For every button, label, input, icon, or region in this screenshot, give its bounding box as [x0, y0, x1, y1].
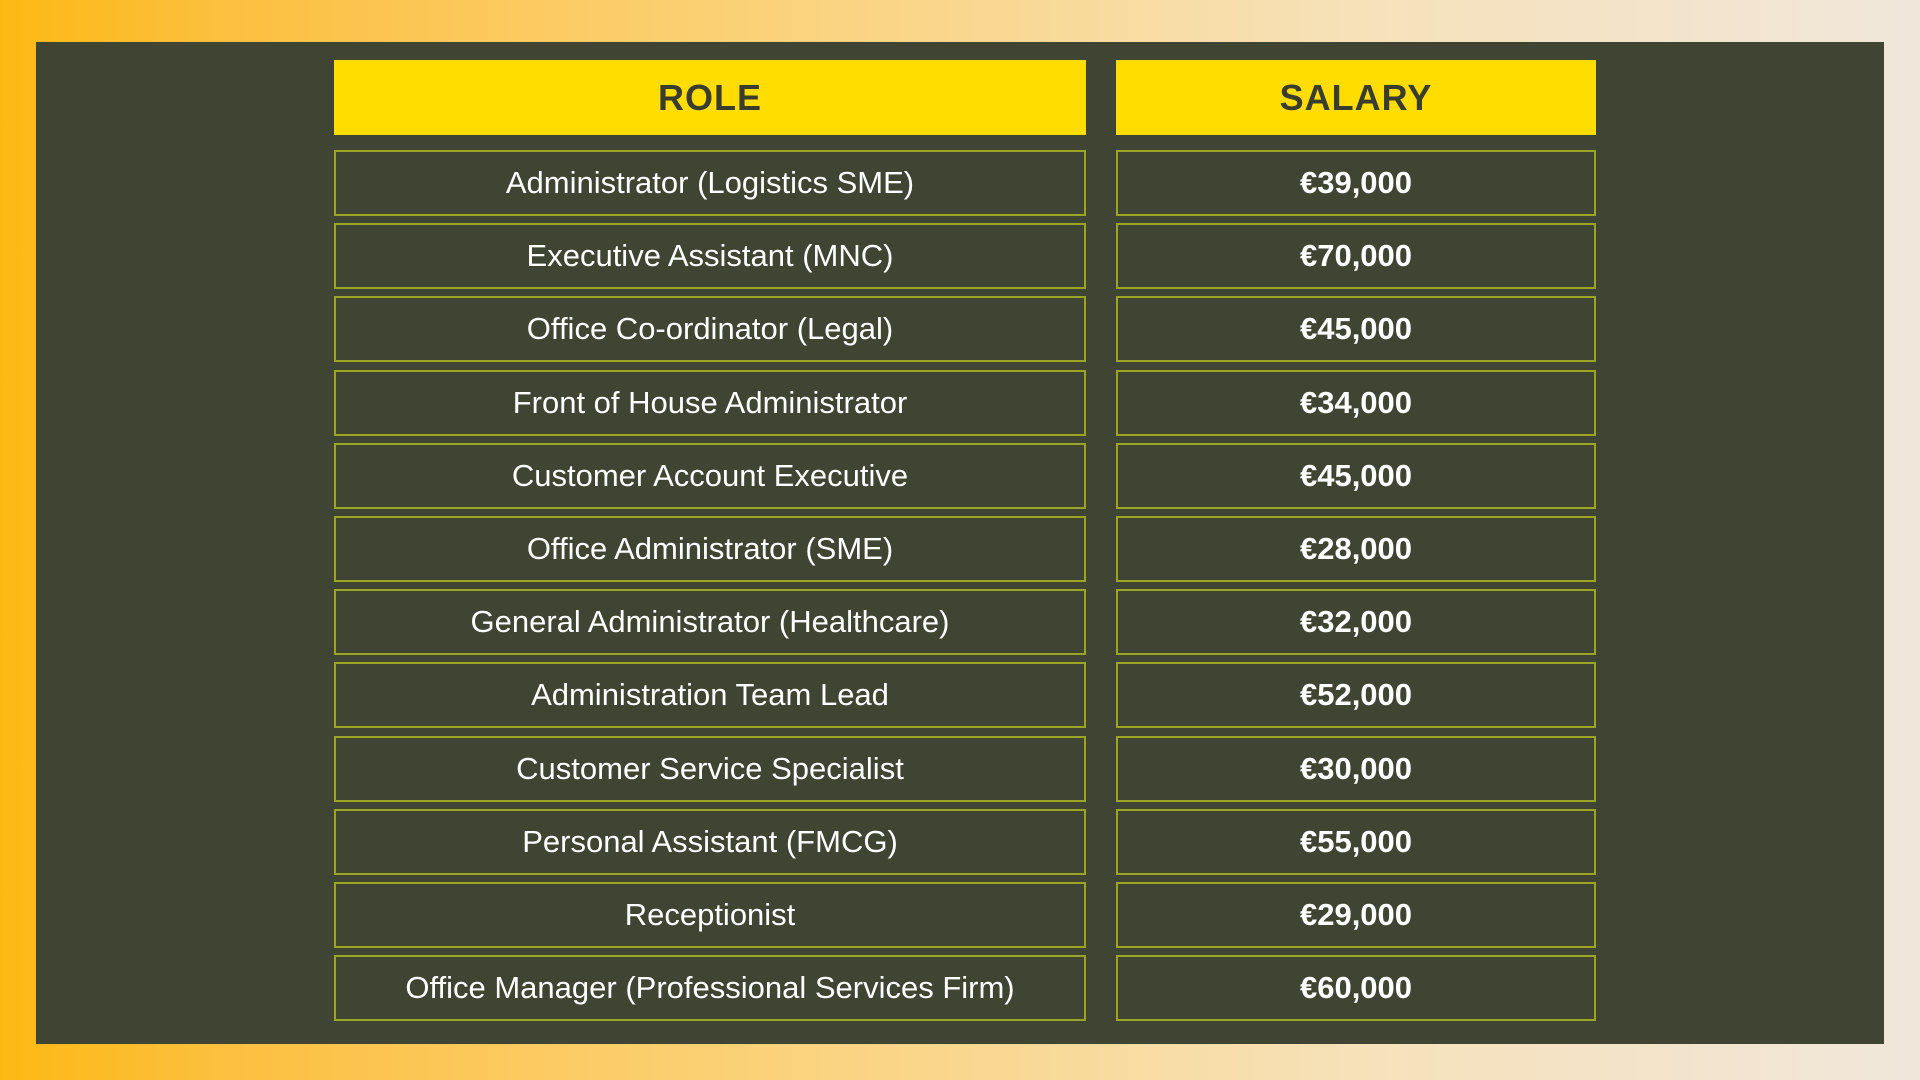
salary-cell: €34,000: [1116, 370, 1596, 436]
salary-column: [1116, 60, 1596, 1028]
role-cell: General Administrator (Healthcare): [334, 589, 1086, 655]
role-cell: Administration Team Lead: [334, 662, 1086, 728]
role-cell: Customer Service Specialist: [334, 736, 1086, 802]
role-cell: Office Administrator (SME): [334, 516, 1086, 582]
salary-cell: €70,000: [1116, 223, 1596, 289]
salary-cell: €60,000: [1116, 955, 1596, 1021]
role-cell: Executive Assistant (MNC): [334, 223, 1086, 289]
salary-cell: €45,000: [1116, 296, 1596, 362]
role-cell: Front of House Administrator: [334, 370, 1086, 436]
role-header: ROLE: [334, 60, 1086, 135]
role-cell: Customer Account Executive: [334, 443, 1086, 509]
salary-cell: €28,000: [1116, 516, 1596, 582]
role-cell: Office Manager (Professional Services Firm): [334, 955, 1086, 1021]
salary-cell: €30,000: [1116, 736, 1596, 802]
role-cell: Administrator (Logistics SME): [334, 150, 1086, 216]
role-cell: Receptionist: [334, 882, 1086, 948]
salary-cell: €52,000: [1116, 662, 1596, 728]
salary-cell: €45,000: [1116, 443, 1596, 509]
salary-cell: €32,000: [1116, 589, 1596, 655]
salary-table-panel: [36, 42, 1884, 1044]
role-cell: Personal Assistant (FMCG): [334, 809, 1086, 875]
salary-cell: €39,000: [1116, 150, 1596, 216]
role-cell: Office Co-ordinator (Legal): [334, 296, 1086, 362]
role-column: [334, 60, 1086, 1028]
salary-header: SALARY: [1116, 60, 1596, 135]
salary-cell: €55,000: [1116, 809, 1596, 875]
salary-cell: €29,000: [1116, 882, 1596, 948]
